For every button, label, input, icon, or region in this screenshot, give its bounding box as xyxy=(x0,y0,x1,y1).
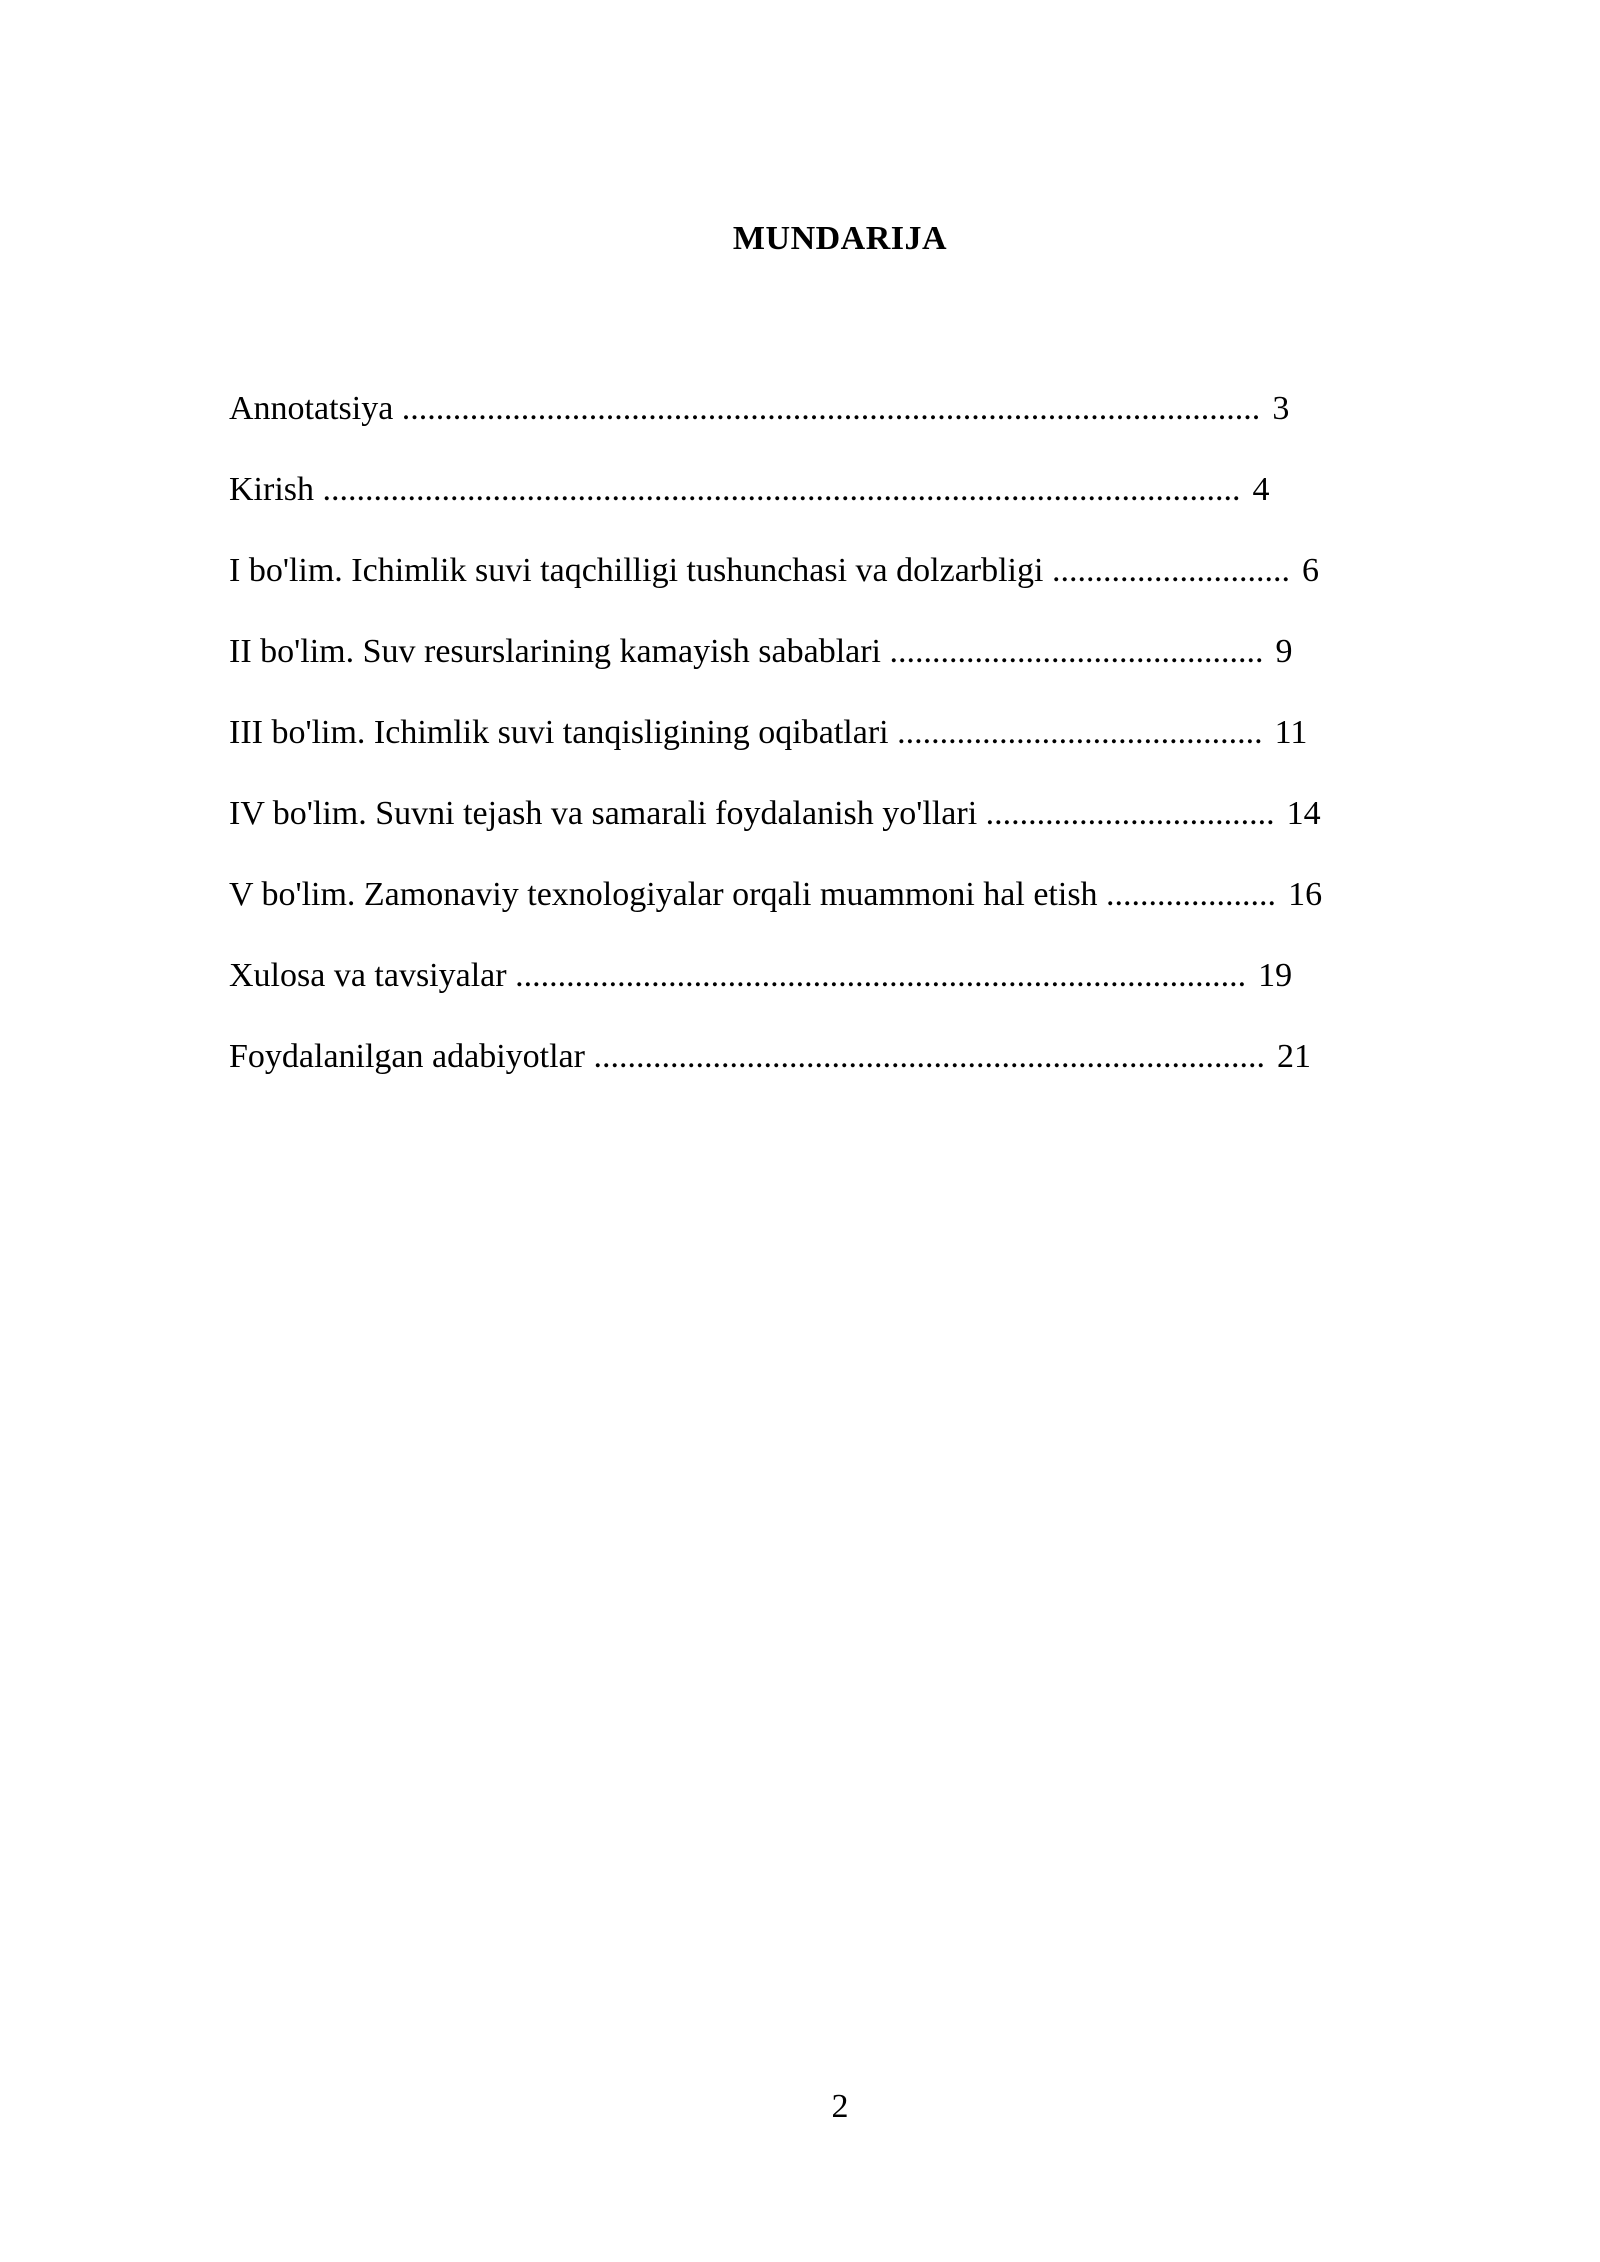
toc-entry-adabiyotlar xyxy=(229,1038,1322,1119)
toc-entry-text: I bo'lim. Ichimlik suvi taqchilligi tushunchasi va dolzarbligi ............................ xyxy=(229,552,1290,589)
toc-entry-section-1 xyxy=(229,552,1322,633)
toc-entry-xulosa xyxy=(229,957,1322,1038)
toc-entry-page: 6 xyxy=(1301,552,1319,589)
page-number: 2 xyxy=(831,2088,849,2125)
toc-entry-annotatsiya xyxy=(229,390,1322,471)
toc-entry-page: 14 xyxy=(1286,795,1321,832)
toc-entry-page: 4 xyxy=(1252,471,1270,508)
toc-entry-section-2 xyxy=(229,633,1322,714)
toc-entry-text: Xulosa va tavsiyalar ...................................................................................... xyxy=(229,957,1247,994)
page-title: MUNDARIJA xyxy=(732,220,948,257)
toc-entry-page: 3 xyxy=(1272,390,1290,427)
toc-entry-text: Annotatsiya ..................................................................................................... xyxy=(229,390,1261,427)
toc-entry-section-4 xyxy=(229,795,1322,876)
toc-entry-text: II bo'lim. Suv resurslarining kamayish sabablari ............................................ xyxy=(229,633,1264,670)
toc-entry-page: 9 xyxy=(1275,633,1293,670)
toc-entry-kirish xyxy=(229,471,1322,552)
toc-entry-page: 21 xyxy=(1276,1038,1311,1075)
toc-entry-text: V bo'lim. Zamonaviy texnologiyalar orqali muammoni hal etish .................... xyxy=(229,876,1277,913)
toc-entry-text: IV bo'lim. Suvni tejash va samarali foydalanish yo'llari .................................. xyxy=(229,795,1275,832)
toc-entry-page: 16 xyxy=(1288,876,1323,913)
toc-entry-text: Kirish ............................................................................................................ xyxy=(229,471,1241,508)
toc-entry-page: 19 xyxy=(1258,957,1293,994)
toc-entry-section-5 xyxy=(229,876,1322,957)
toc-entry-page: 11 xyxy=(1274,714,1308,751)
toc-entry-text: III bo'lim. Ichimlik suvi tanqisligining oqibatlari ........................................... xyxy=(229,714,1263,751)
table-of-contents xyxy=(229,390,1322,1119)
toc-entry-section-3 xyxy=(229,714,1322,795)
toc-entry-text: Foydalanilgan adabiyotlar ............................................................................... xyxy=(229,1038,1265,1075)
